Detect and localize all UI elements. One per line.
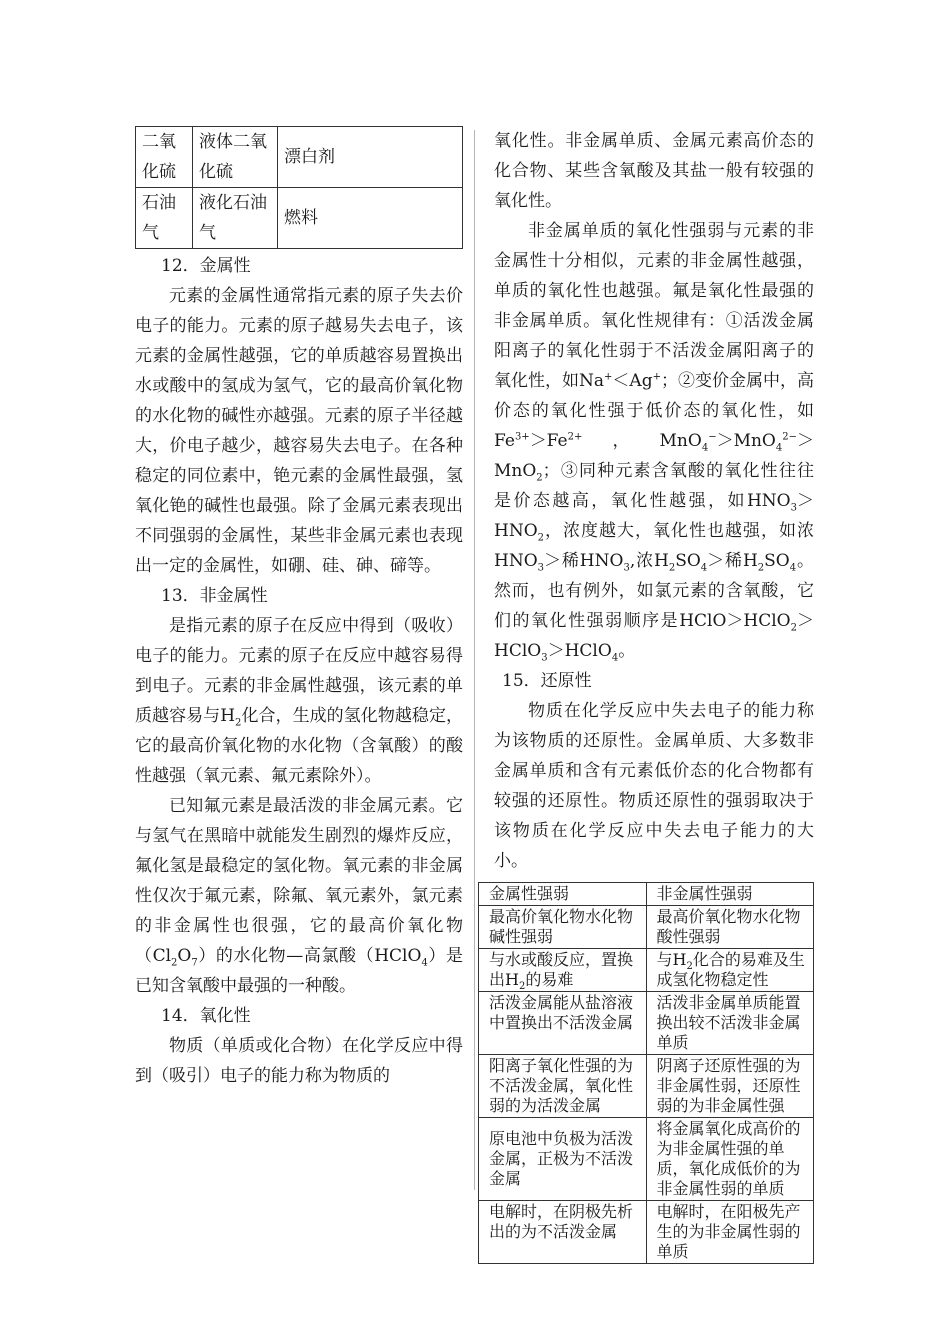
section-heading: 15．还原性 <box>502 671 592 691</box>
paragraph: 物质在化学反应中失去电子的能力称为该物质的还原性。金属单质、大多数非金属单质和含有元素低价态的化合物都有较强的还原性。物质还原性的强弱取决于该物质在化学反应中失去电子能力的大小。 <box>494 701 814 871</box>
table-row <box>479 883 814 906</box>
paragraph: 物质（单质或化合物）在化学反应中得到（吸引）电子的能力称为物质的 <box>135 1036 463 1086</box>
table-row <box>479 1201 814 1264</box>
left-column <box>135 126 463 1091</box>
comparison-table <box>478 882 814 1264</box>
paragraph: 元素的金属性通常指元素的原子失去价电子的能力。元素的原子越易失去电子，该元素的金属性越强，它的单质越容易置换出水或酸中的氢成为氢气，它的最高价氧化物的水化物的碱性亦越强。元素的原子半径越大，价电子越少，越容易失去电子。在各种稳定的同位素中，铯元素的金属性最强，氢氧化铯的碱性也最强。除了金属元素表现出不同强弱的金属性，某些非金属元素也表现出一定的金属性，如硼、硅、砷、碲等。 <box>135 286 463 576</box>
table-cell: 最高价氧化物水化物碱性强弱 <box>479 906 647 949</box>
section-heading: 14．氧化性 <box>161 1006 251 1026</box>
paragraph: 已知氟元素是最活泼的非金属元素。它与氢气在黑暗中就能发生剧烈的爆炸反应，氟化氢是最稳定的氢化物。氧元素的非金属性仅次于氟元素，除氟、氧元素外，氯元素的非金属性也很强，它的最高价氧化物$(Cl_2O_7)$的水化物—高氯酸（HClO$_4$）是已知含氧酸中最强的一种酸。 <box>135 796 463 996</box>
paragraph: 氧化性。非金属单质、金属元素高价态的化合物、某些含氧酸及其盐一般有较强的氧化性。 <box>494 131 814 211</box>
table-cell: 二氧化硫 <box>136 127 193 188</box>
paragraph: 非金属单质的氧化性强弱与元素的非金属性十分相似，元素的非金属性越强，单质的氧化性也越强。氟是氧化性最强的非金属单质。氧化性规律有：①活泼金属阳离子的氧化性弱于不活泼金属阳离子的氧化性，如Na+＜Ag+；②变价金属中，高价态的氧化性强于低价态的氧化性，如$Fe^{3+}>Fe^{2+}$，MnO$_4$−＞MnO$_4^{2-}$＞MnO$_2$；③同种元素含氧酸的氧化性往往是价态越高，氧化性越强，如$HNO_3>HNO_2$，浓度越大，氧化性也越强，如浓$HNO_3>$稀$HNO_3$,浓$H_2SO_4>$稀$H_2SO_4$。然而，也有例外，如氯元素的含氧酸，它们的氧化性强弱顺序是HClO＞HClO$_2$＞HClO$_3$＞HClO$_4$。 <box>494 221 815 664</box>
paragraph: 是指元素的原子在反应中得到（吸收）电子的能力。元素的原子在反应中越容易得到电子。元素的非金属性越强，该元素的单质越容易与$H_2$化合，生成的氢化物越稳定，它的最高价氧化物的水化物（含氧酸）的酸性越强（氧元素、氟元素除外）。 <box>135 616 463 786</box>
section-heading: 12．金属性 <box>161 256 251 276</box>
table-cell: 电解时，在阴极先析出的为不活泼金属 <box>479 1201 647 1264</box>
table-cell: 阴离子还原性强的为非金属性弱，还原性弱的为非金属性强 <box>646 1055 814 1118</box>
table-cell: 活泼金属能从盐溶液中置换出不活泼金属 <box>479 992 647 1055</box>
table-cell: 液化石油气 <box>193 188 278 249</box>
table-row <box>136 188 463 249</box>
table-cell: 燃料 <box>278 188 463 249</box>
table-header-cell: 金属性强弱 <box>479 883 647 906</box>
section-heading: 13．非金属性 <box>161 586 268 606</box>
table-row <box>479 906 814 949</box>
table-cell: 石油气 <box>136 188 193 249</box>
table-cell: 最高价氧化物水化物酸性强弱 <box>646 906 814 949</box>
right-column <box>478 126 814 1264</box>
table-row <box>136 127 463 188</box>
column-divider <box>474 130 475 1190</box>
table-header-cell: 非金属性强弱 <box>646 883 814 906</box>
table-cell: 与水或酸反应，置换出$H_2$的易难 <box>479 949 647 992</box>
substance-table <box>135 126 463 249</box>
table-row <box>479 1118 814 1201</box>
table-cell: 阳离子氧化性强的为不活泼金属，氧化性弱的为活泼金属 <box>479 1055 647 1118</box>
table-cell: 漂白剂 <box>278 127 463 188</box>
table-row <box>479 949 814 992</box>
table-cell: 原电池中负极为活泼金属，正极为不活泼金属 <box>479 1118 647 1201</box>
table-cell: 液体二氧化硫 <box>193 127 278 188</box>
table-row <box>479 1055 814 1118</box>
table-cell: 将金属氧化成高价的为非金属性强的单质，氧化成低价的为非金属性弱的单质 <box>646 1118 814 1201</box>
table-cell: 活泼非金属单质能置换出较不活泼非金属单质 <box>646 992 814 1055</box>
table-row <box>479 992 814 1055</box>
table-cell: 与$H_2$化合的易难及生成氢化物稳定性 <box>646 949 814 992</box>
table-cell: 电解时，在阳极先产生的为非金属性弱的单质 <box>646 1201 814 1264</box>
